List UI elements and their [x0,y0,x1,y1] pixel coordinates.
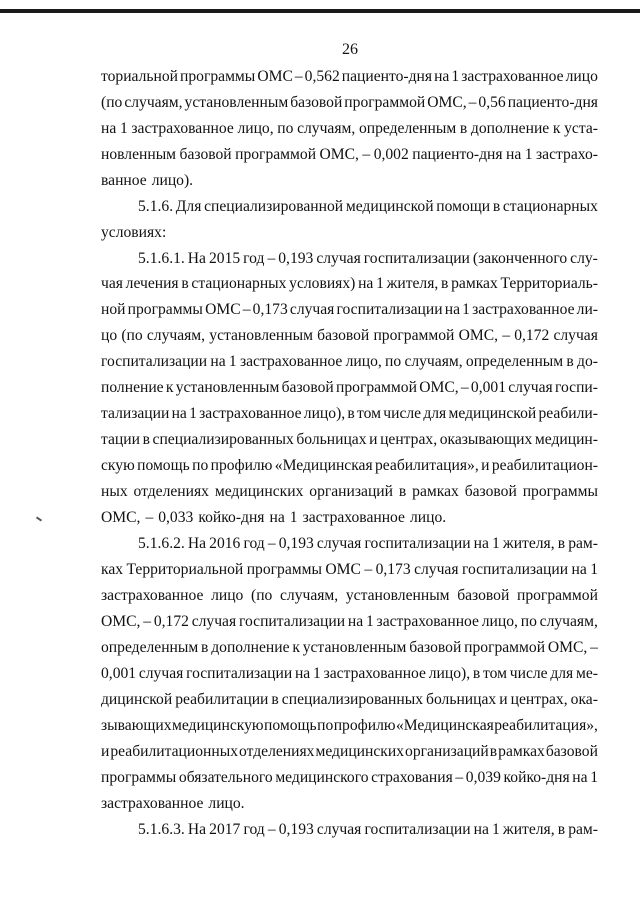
word: медицинских [315,743,404,760]
word: на [171,405,187,422]
word: 5.1.6.2. [138,535,185,552]
word: случая [414,561,459,578]
word: помощи [436,198,491,215]
word: центрах, [380,431,438,448]
word: больницах [426,691,497,708]
word: в [557,821,566,838]
word: зывающих [101,717,172,734]
word: на [434,68,450,85]
word: программы [522,483,598,500]
word: слу- [570,250,598,267]
word: профилю [210,457,273,474]
word: «Медицинская [274,457,373,474]
word: на [572,769,588,786]
word: в [459,120,468,137]
text-line [101,586,598,606]
word: жителя, [502,821,555,838]
word: лицо [211,587,244,604]
word: реабилитация», [375,457,479,474]
word: в [489,743,498,760]
word: 0,172 [514,327,550,344]
word: базовой [290,94,343,111]
word: цо [101,327,118,344]
word: случая [553,327,598,344]
word: ме- [576,665,598,682]
text-line [101,794,598,814]
word: на [444,301,461,318]
word: «Медицинская [395,717,494,734]
word: – [294,68,303,85]
word: – [364,561,373,578]
word: оказывающих [439,431,533,448]
word: стационарных [191,275,287,292]
word: – [267,250,276,267]
word: стационарных [502,198,598,215]
word: (по [121,327,143,344]
word: в [566,353,574,370]
word: тации [101,431,140,448]
word: и [499,691,508,708]
word: 0,193 [278,821,314,838]
word: медицинской [345,198,434,215]
word: организаций [309,483,393,500]
word: – [362,146,371,163]
word: – [455,769,464,786]
text-line [101,638,598,658]
word: ОМС, [458,327,499,344]
text-line [101,742,598,762]
word: рамках [498,743,545,760]
word: установленным [175,379,280,396]
word: в [472,665,481,682]
word: случаям, [539,613,598,630]
word: 1 [289,509,298,526]
word: застрахованное [131,120,234,137]
text-line [101,378,598,398]
word: застрахованное [199,405,302,422]
word: на [347,613,364,630]
word: в [142,431,150,448]
text-line [101,456,598,476]
text-line [101,404,598,424]
word: в [441,275,449,292]
word: больницах [296,431,367,448]
word: специализированных [281,691,424,708]
word: в [492,198,501,215]
word: центрах, [510,691,568,708]
word: в [557,535,566,552]
word: ОМС [325,561,361,578]
word: определенным [358,120,457,137]
word: новленным [101,146,177,163]
word: ных [101,483,128,500]
word: к [292,639,300,656]
word: специализированных [152,431,294,448]
word: госпитализации [336,301,443,318]
word: 2017 [209,821,241,838]
word: базовой [409,639,462,656]
word: – [267,821,276,838]
word: в [398,483,407,500]
word: случая [289,301,335,318]
word: случаям, [146,327,206,344]
word: помощь [137,457,190,474]
word: страхования [371,769,453,786]
word: базовой [281,379,334,396]
word: застрахованное [323,665,426,682]
word: 0,001 [101,665,137,682]
word: – [145,509,154,526]
word: На [187,535,207,552]
word: – [242,301,251,318]
word: 0,039 [465,769,501,786]
word: медицин- [534,431,598,448]
word: случаям, [280,587,339,604]
text-line [101,560,598,580]
text-line [101,482,598,502]
word: программой [373,327,455,344]
word: (по [251,587,273,604]
word: госпитализации [363,250,470,267]
text-line [101,430,598,450]
word: случая [316,821,362,838]
word: ОМС, [427,94,467,111]
word: специализированной [204,198,344,215]
word: отделениях [133,483,209,500]
word: чая [101,275,123,292]
word: полнение [101,379,164,396]
word: 5.1.6.3. [138,821,185,838]
word: случая [316,250,361,267]
word: жителя, [502,535,555,552]
word: на [294,665,311,682]
word: случая [138,665,184,682]
word: госпитализации [101,353,208,370]
word: – [460,379,469,396]
word: ОМС, [319,146,359,163]
text-line [101,768,598,788]
word: программой [516,587,598,604]
word: 0,033 [158,509,194,526]
word: случая [191,613,237,630]
word: застрахованное [101,795,204,812]
word: пациенто-дня [412,146,503,163]
word: ОМС, [547,639,588,656]
word: программой [464,639,546,656]
word: койко-дня [198,509,265,526]
word: 0,193 [278,535,314,552]
word: медицинского [275,769,369,786]
text-line [101,508,598,528]
word: 1 [590,769,598,786]
word: 1 [451,68,460,85]
text-line [101,145,598,165]
word: в [181,275,189,292]
word: 1 [313,665,321,682]
word: застрахованное [239,353,343,370]
word: и [481,457,490,474]
word: реабилитацион- [491,457,598,474]
word: рам- [568,535,598,552]
word: 5.1.6. [138,198,174,215]
text-line [101,171,598,191]
word: 0,193 [278,250,314,267]
word: числе [509,665,548,682]
word: пациенто-дня [341,68,433,85]
word: 0,002 [373,146,409,163]
word: На [187,250,206,267]
text-line [138,534,598,554]
word: программой [344,94,426,111]
word: лицо), [428,665,471,682]
text-line [101,326,598,346]
word: жителя, [386,275,439,292]
word: 0,173 [252,301,288,318]
word: том [483,665,507,682]
word: реабилитация», [494,717,598,734]
word: базовой [179,146,232,163]
word: госпитализации [461,561,569,578]
word: 0,562 [304,68,340,85]
word: год [243,821,265,838]
word: застрахованное [376,613,479,630]
page-number-text: 26 [342,41,358,58]
word: лицо. [409,509,447,526]
word: к [552,120,561,137]
word: установленным [209,327,313,344]
word: – [267,535,276,552]
word: застрахованное [472,301,575,318]
text-line [101,352,598,372]
word: по [317,717,334,734]
word: застрахованное [461,68,564,85]
word: установленным [302,639,407,656]
word: по [520,613,537,630]
word: ока- [570,691,598,708]
word: установленным [345,587,450,604]
word: – [143,613,152,630]
word: на [101,120,117,137]
word: койко-дня [503,769,570,786]
word: медицинской [448,405,537,422]
word: ториальной [101,68,178,85]
word: случаям, [124,94,183,111]
word: Для [175,198,202,215]
word: скую [101,457,135,474]
word: госпитализации [364,535,471,552]
word: программы [101,769,177,786]
word: числе [383,405,422,422]
text-line [101,223,598,243]
word: случая [508,379,553,396]
word: Территориаль- [500,275,598,292]
word: тализации [101,405,170,422]
text-line [138,249,598,269]
word: по [192,457,209,474]
word: ОМС, [101,613,141,630]
word: реабилитационных [110,743,238,760]
word: застрахованное [302,509,405,526]
word: лицо. [208,795,245,812]
word: лицо, [345,353,382,370]
word: в [347,405,355,422]
word: лицо), [303,405,346,422]
word: лечения [125,275,179,292]
word: 1 [228,353,237,370]
text-line [101,664,598,684]
word: базовой [317,327,370,344]
word: базовой [457,587,510,604]
word: госпитализации [186,665,293,682]
word: 0,173 [375,561,411,578]
text-line [138,820,598,840]
word: 2015 [208,250,241,267]
word: госпитализации [238,613,346,630]
word: Территориальной [126,561,244,578]
word: На [187,821,207,838]
word: пациенто-дня [507,94,598,111]
word: лицо, [237,120,274,137]
text-line [101,690,598,710]
text-line [101,93,598,113]
word: условиях) [289,275,356,292]
word: случаям, [404,353,463,370]
word: и [101,743,110,760]
word: для [423,405,447,422]
word: определенным [101,639,199,656]
word: условиях: [101,224,167,241]
word: застрахованное [101,587,204,604]
word: дицинской [101,691,173,708]
word: на [358,275,374,292]
text-line [101,274,598,294]
word: определенным [465,353,564,370]
word: в [271,691,279,708]
word: для [550,665,574,682]
word: профилю [333,717,396,734]
word: год [243,535,265,552]
word: (законченного [472,250,568,267]
word: ОМС, [101,509,141,526]
word: ках [101,561,124,578]
word: уста- [564,120,598,137]
text-line [101,612,598,632]
word: отделениях [239,743,315,760]
word: 2016 [209,535,241,552]
word: застрахо- [536,146,598,163]
word: – [590,639,598,656]
word: ОМС, [419,379,459,396]
word: дополнение [211,639,290,656]
word: обязательного [178,769,273,786]
word: 1 [119,120,128,137]
word: помощь [264,717,317,734]
word: программой [235,146,317,163]
word: том [357,405,382,422]
word: программы [127,301,203,318]
word: по [385,353,402,370]
word: (по [101,94,123,111]
word: ли- [576,301,598,318]
word: – [468,94,477,111]
text-line [101,716,598,736]
word: и [369,431,378,448]
text-line [138,197,598,217]
text-line [101,300,598,320]
word: рамках [412,483,459,500]
word: госпи- [554,379,598,396]
word: на [473,821,489,838]
text-line [101,119,598,139]
word: на [210,353,226,370]
word: программой [336,379,417,396]
word: лицо). [151,172,194,189]
word: 1 [189,405,197,422]
word: медицинских [214,483,304,500]
word: медицинскую [171,717,264,734]
word: 1 [524,146,533,163]
word: 0,56 [478,94,506,111]
word: случая [316,535,362,552]
word: рам- [568,821,598,838]
word: на [269,509,285,526]
word: лицо, [481,613,518,630]
word: 1 [365,613,374,630]
word: реабилитации [175,691,269,708]
word: базовой [545,743,598,760]
word: установленным [184,94,289,111]
word: 0,172 [153,613,189,630]
word: год [243,250,265,267]
word: 1 [376,275,384,292]
word: ванное [101,172,147,189]
word: организаций [405,743,489,760]
word: 1 [462,301,470,318]
word: по [277,120,294,137]
word: 1 [492,535,500,552]
word: к [165,379,174,396]
word: на [473,535,489,552]
word: рамках [451,275,498,292]
word: на [506,146,522,163]
word: случаям, [297,120,356,137]
word: 0,001 [470,379,507,396]
word: до- [577,353,598,370]
word: – [502,327,510,344]
word: программы [180,68,256,85]
word: 5.1.6.1. [138,250,185,267]
word: реабили- [538,405,598,422]
word: на [571,561,587,578]
word: 1 [590,561,598,578]
word: в [201,639,209,656]
word: ОМС [205,301,241,318]
word: ОМС [257,68,293,85]
word: программы [246,561,322,578]
word: 1 [492,821,500,838]
word: базовой [464,483,517,500]
word: ной [101,301,126,318]
word: дополнение [470,120,550,137]
word: лицо [565,68,598,85]
text-line [101,67,598,87]
word: госпитализации [364,821,471,838]
